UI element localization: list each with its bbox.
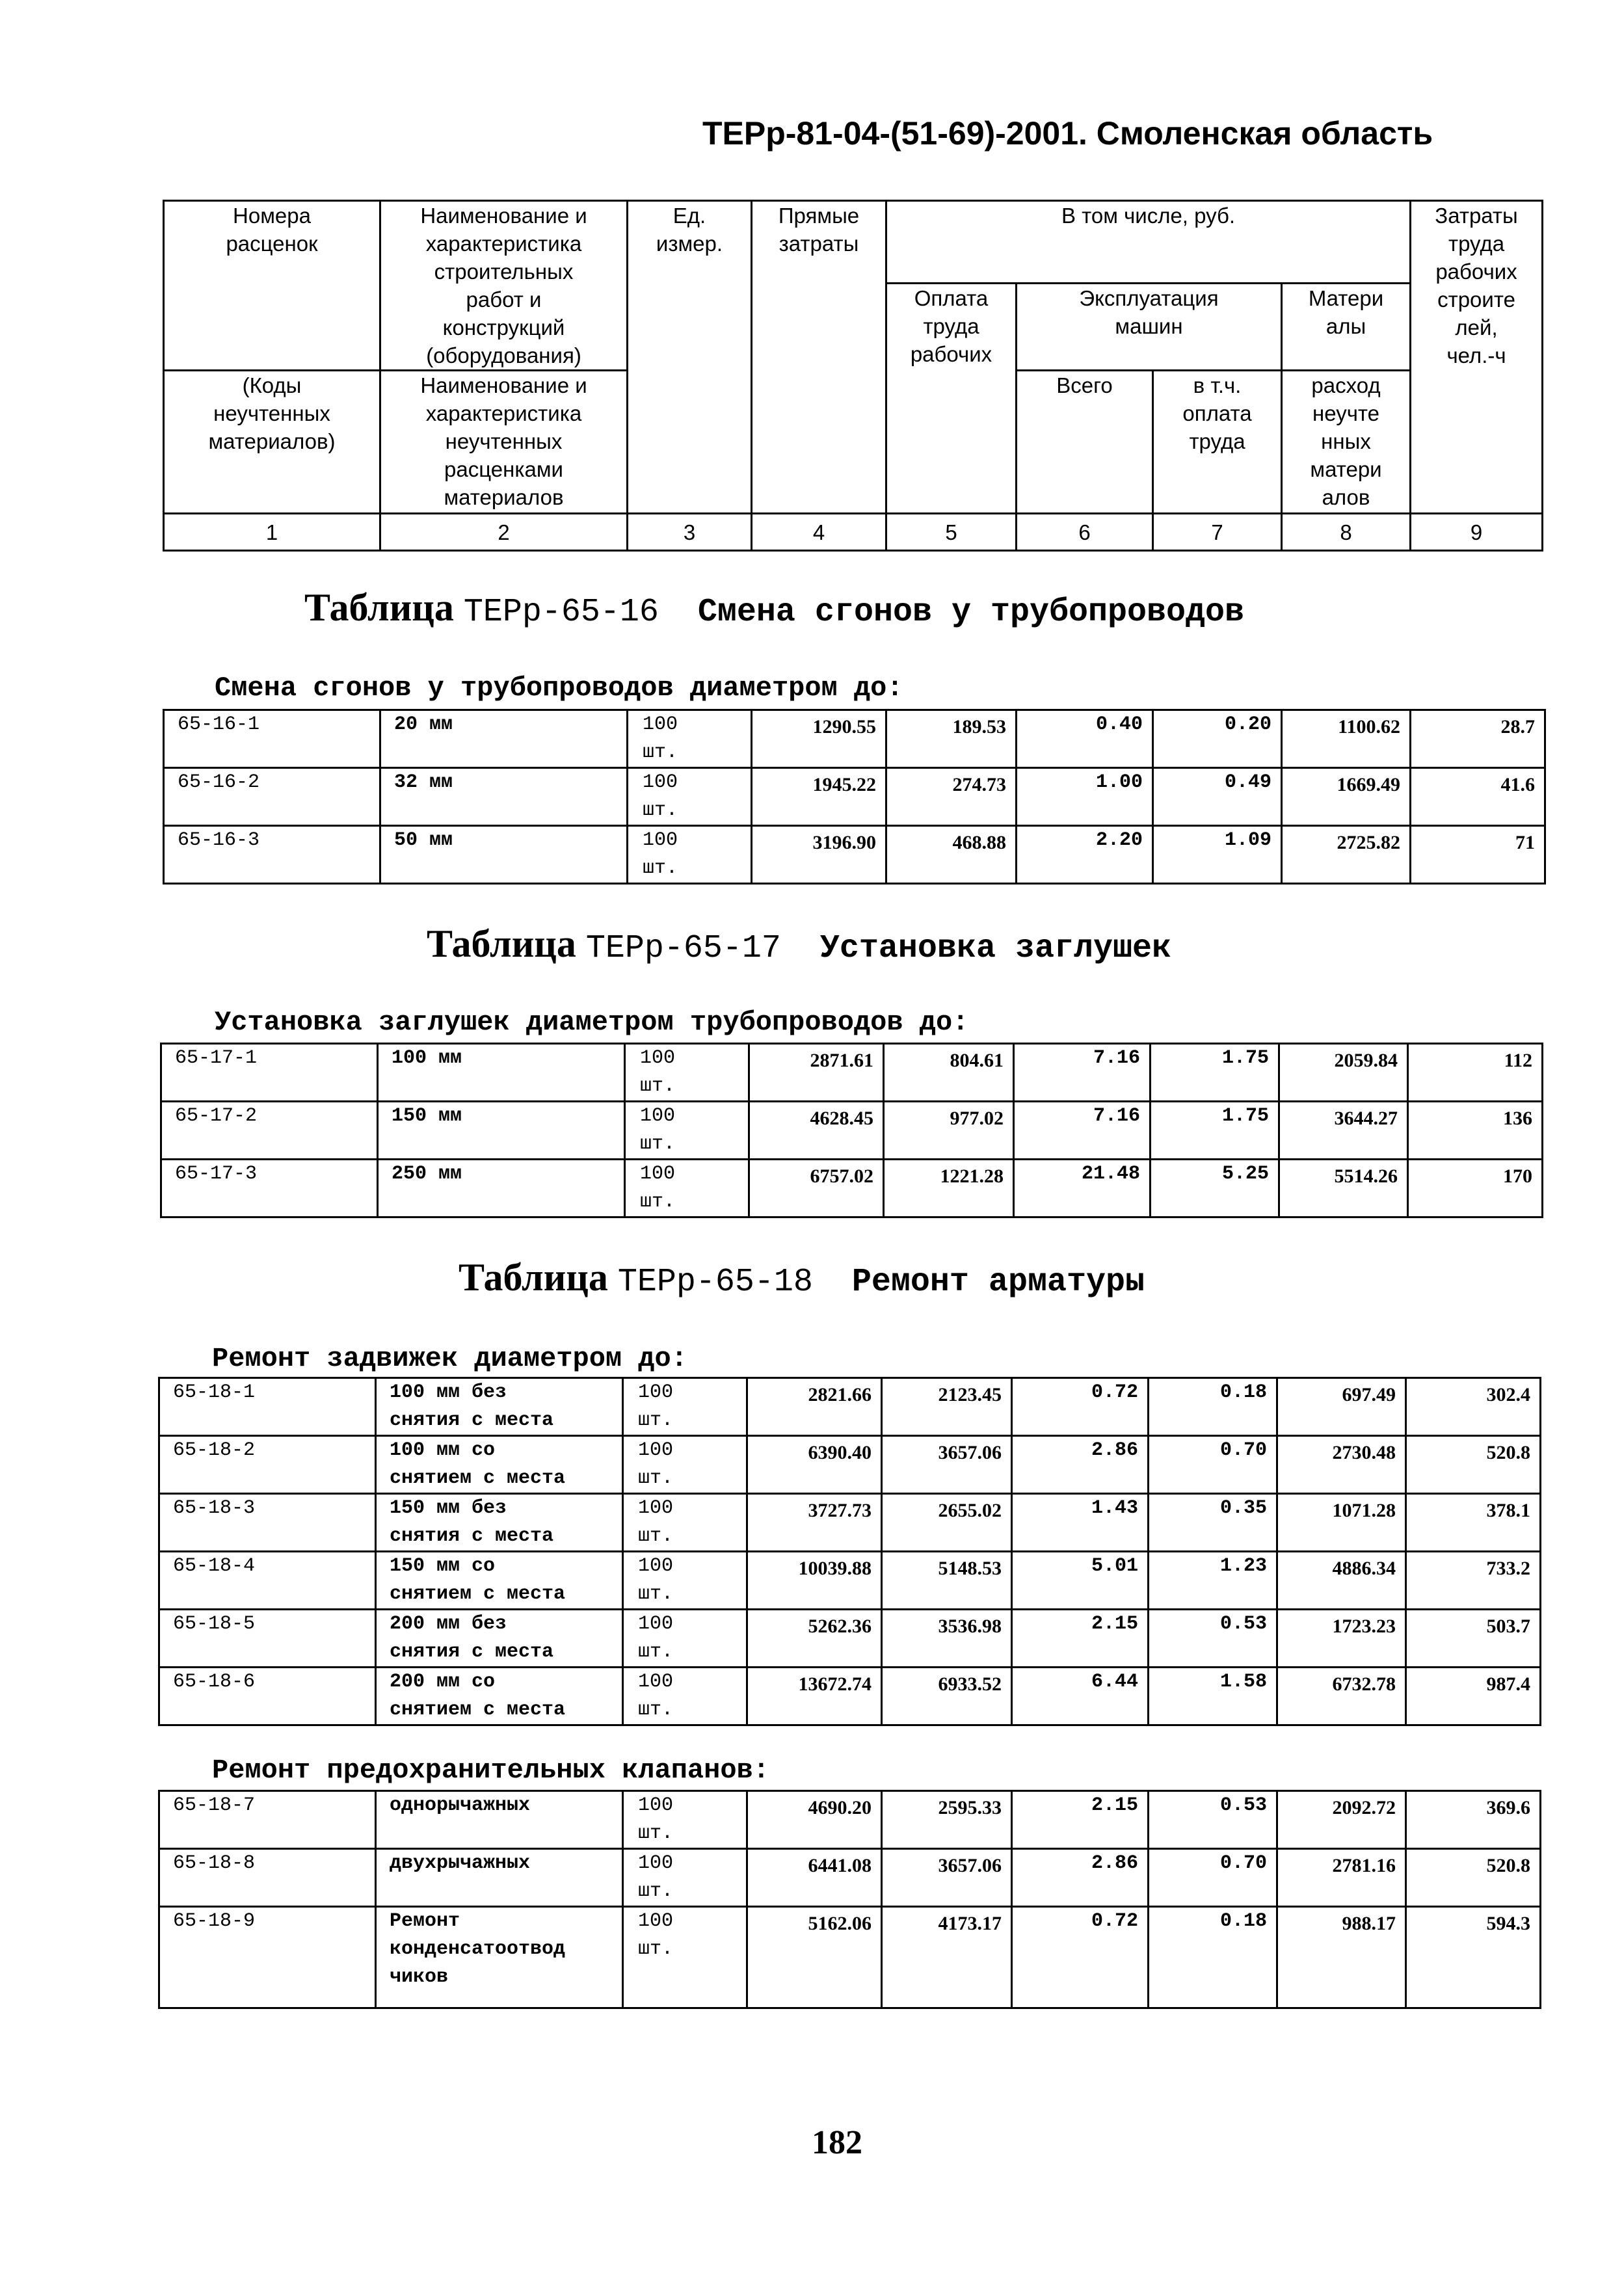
materials: 3644.27 xyxy=(1279,1102,1408,1160)
table-title-prefix: Таблица xyxy=(459,1256,618,1299)
labor-hours: 987.4 xyxy=(1406,1668,1541,1725)
labor-hours: 41.6 xyxy=(1411,768,1545,826)
labor-hours: 378.1 xyxy=(1406,1494,1541,1552)
unit-of-measure: 100 шт. xyxy=(625,1102,749,1160)
work-name: 50 мм xyxy=(380,826,628,884)
unit-of-measure: 100 шт. xyxy=(628,768,752,826)
machines-labor: 1.75 xyxy=(1151,1102,1279,1160)
page-number: 182 xyxy=(812,2124,862,2161)
direct-costs: 4628.45 xyxy=(749,1102,884,1160)
labor-pay: 2595.33 xyxy=(882,1791,1012,1849)
unit-of-measure: 100 шт. xyxy=(625,1044,749,1102)
materials: 2092.72 xyxy=(1277,1791,1406,1849)
work-name: 150 мм со снятием с места xyxy=(376,1552,623,1610)
table-row xyxy=(159,1494,1541,1552)
table-row xyxy=(159,1436,1541,1494)
rate-code: 65-18-6 xyxy=(159,1668,376,1725)
machines-labor: 1.58 xyxy=(1149,1668,1277,1725)
rate-code: 65-17-1 xyxy=(161,1044,378,1102)
materials: 2781.16 xyxy=(1277,1849,1406,1907)
materials: 6732.78 xyxy=(1277,1668,1406,1725)
labor-hours: 28.7 xyxy=(1411,710,1545,768)
direct-costs: 1290.55 xyxy=(752,710,886,768)
col-number: 3 xyxy=(628,514,752,551)
table-row xyxy=(164,768,1545,826)
machines-labor: 0.53 xyxy=(1149,1610,1277,1668)
unit-of-measure: 100 шт. xyxy=(625,1160,749,1217)
materials: 988.17 xyxy=(1277,1907,1406,2008)
table-title-prefix: Таблица xyxy=(427,922,586,965)
table-row xyxy=(159,1378,1541,1436)
rate-code: 65-18-4 xyxy=(159,1552,376,1610)
unit-of-measure: 100 шт. xyxy=(623,1378,747,1436)
rate-code: 65-18-1 xyxy=(159,1378,376,1436)
machines-total: 2.15 xyxy=(1012,1791,1149,1849)
direct-costs: 6390.40 xyxy=(747,1436,882,1494)
rate-code: 65-18-8 xyxy=(159,1849,376,1907)
col-group-header: В том числе, руб. xyxy=(1061,204,1236,228)
rate-code: 65-16-3 xyxy=(164,826,380,884)
materials: 2725.82 xyxy=(1282,826,1411,884)
direct-costs: 1945.22 xyxy=(752,768,886,826)
col-materials-subheader: расход неучте нных матери алов xyxy=(1310,373,1382,509)
machines-total: 7.16 xyxy=(1014,1044,1151,1102)
unit-of-measure: 100 шт. xyxy=(623,1494,747,1552)
col-labor-pay-header: Оплата труда рабочих xyxy=(910,286,992,366)
machines-labor: 0.20 xyxy=(1153,710,1282,768)
labor-pay: 189.53 xyxy=(886,710,1017,768)
materials: 2059.84 xyxy=(1279,1044,1408,1102)
work-name: 100 мм xyxy=(378,1044,625,1102)
materials: 697.49 xyxy=(1277,1378,1406,1436)
labor-pay: 1221.28 xyxy=(884,1160,1014,1217)
table-title-code: ТЕРр-65-16 xyxy=(463,594,659,631)
direct-costs: 4690.20 xyxy=(747,1791,882,1849)
machines-total: 0.40 xyxy=(1017,710,1153,768)
direct-costs: 2871.61 xyxy=(749,1044,884,1102)
work-name: 250 мм xyxy=(378,1160,625,1217)
col-materials-header: Матери алы xyxy=(1308,286,1384,338)
labor-pay: 274.73 xyxy=(886,768,1017,826)
labor-pay: 3536.98 xyxy=(882,1610,1012,1668)
machines-labor: 5.25 xyxy=(1151,1160,1279,1217)
col-codes-header: Номера расценок xyxy=(226,204,318,256)
work-name: 100 мм со снятием с места xyxy=(376,1436,623,1494)
labor-hours: 503.7 xyxy=(1406,1610,1541,1668)
table-row xyxy=(159,1849,1541,1907)
machines-labor: 1.23 xyxy=(1149,1552,1277,1610)
machines-labor: 0.18 xyxy=(1149,1378,1277,1436)
work-name: 20 мм xyxy=(380,710,628,768)
table-row xyxy=(161,1044,1543,1102)
labor-pay: 3657.06 xyxy=(882,1436,1012,1494)
materials: 5514.26 xyxy=(1279,1160,1408,1217)
table-title-desc: Установка заглушек xyxy=(819,930,1171,967)
materials: 2730.48 xyxy=(1277,1436,1406,1494)
work-name: 150 мм без снятия с места xyxy=(376,1494,623,1552)
unit-of-measure: 100 шт. xyxy=(623,1552,747,1610)
unit-of-measure: 100 шт. xyxy=(623,1610,747,1668)
machines-labor: 0.53 xyxy=(1149,1791,1277,1849)
column-header-table xyxy=(163,200,1543,552)
rates-table xyxy=(158,1790,1541,2009)
work-name: 200 мм без снятия с места xyxy=(376,1610,623,1668)
direct-costs: 3196.90 xyxy=(752,826,886,884)
col-number: 1 xyxy=(164,514,380,551)
machines-labor: 1.09 xyxy=(1153,826,1282,884)
machines-total: 5.01 xyxy=(1012,1552,1149,1610)
labor-pay: 6933.52 xyxy=(882,1668,1012,1725)
materials: 1669.49 xyxy=(1282,768,1411,826)
unit-of-measure: 100 шт. xyxy=(623,1849,747,1907)
section-subtitle: Смена сгонов у трубопроводов диаметром до: xyxy=(215,672,903,704)
work-name: 32 мм xyxy=(380,768,628,826)
col-unit-header: Ед. измер. xyxy=(656,204,723,256)
machines-total: 21.48 xyxy=(1014,1160,1151,1217)
direct-costs: 5162.06 xyxy=(747,1907,882,2008)
machines-total: 7.16 xyxy=(1014,1102,1151,1160)
table-row xyxy=(159,1907,1541,2008)
machines-total: 2.86 xyxy=(1012,1436,1149,1494)
machines-total: 1.43 xyxy=(1012,1494,1149,1552)
table-row xyxy=(164,710,1545,768)
table-row xyxy=(159,1610,1541,1668)
col-direct-costs-header: Прямые затраты xyxy=(778,204,860,256)
direct-costs: 6757.02 xyxy=(749,1160,884,1217)
labor-pay: 2123.45 xyxy=(882,1378,1012,1436)
machines-total: 1.00 xyxy=(1017,768,1153,826)
machines-labor: 0.49 xyxy=(1153,768,1282,826)
table-title-code: ТЕРр-65-18 xyxy=(617,1264,813,1301)
labor-hours: 520.8 xyxy=(1406,1436,1541,1494)
direct-costs: 13672.74 xyxy=(747,1668,882,1725)
direct-costs: 10039.88 xyxy=(747,1552,882,1610)
col-number: 8 xyxy=(1282,514,1411,551)
rate-code: 65-18-3 xyxy=(159,1494,376,1552)
machines-labor: 0.18 xyxy=(1149,1907,1277,2008)
labor-pay: 2655.02 xyxy=(882,1494,1012,1552)
machines-total: 0.72 xyxy=(1012,1907,1149,2008)
col-machines-total-header: Всего xyxy=(1056,373,1113,397)
rate-code: 65-16-1 xyxy=(164,710,380,768)
col-number: 9 xyxy=(1411,514,1543,551)
running-title: ТЕРр-81-04-(51-69)-2001. Смоленская область xyxy=(702,115,1433,152)
work-name: двухрычажных xyxy=(376,1849,623,1907)
machines-total: 2.86 xyxy=(1012,1849,1149,1907)
unit-of-measure: 100 шт. xyxy=(628,710,752,768)
work-name: 100 мм без снятия с места xyxy=(376,1378,623,1436)
labor-hours: 71 xyxy=(1411,826,1545,884)
col-codes-subheader: (Коды неучтенных материалов) xyxy=(208,373,336,453)
rate-code: 65-18-5 xyxy=(159,1610,376,1668)
rates-table xyxy=(163,709,1546,885)
machines-total: 0.72 xyxy=(1012,1378,1149,1436)
work-name: 150 мм xyxy=(378,1102,625,1160)
work-name: однорычажных xyxy=(376,1791,623,1849)
work-name: Ремонт конденсатоотвод чиков xyxy=(376,1907,623,2008)
section-subtitle: Ремонт задвижек диаметром до: xyxy=(212,1343,687,1374)
rates-table xyxy=(158,1377,1541,1726)
materials: 4886.34 xyxy=(1277,1552,1406,1610)
col-labor-hours-header: Затраты труда рабочих строите лей, чел.-ч xyxy=(1435,204,1518,367)
labor-hours: 594.3 xyxy=(1406,1907,1541,2008)
machines-labor: 0.70 xyxy=(1149,1436,1277,1494)
direct-costs: 6441.08 xyxy=(747,1849,882,1907)
rate-code: 65-17-2 xyxy=(161,1102,378,1160)
table-title xyxy=(304,585,1244,631)
labor-hours: 520.8 xyxy=(1406,1849,1541,1907)
table-row xyxy=(159,1791,1541,1849)
rate-code: 65-18-9 xyxy=(159,1907,376,2008)
table-row xyxy=(159,1552,1541,1610)
rate-code: 65-18-2 xyxy=(159,1436,376,1494)
labor-hours: 136 xyxy=(1408,1102,1543,1160)
unit-of-measure: 100 шт. xyxy=(623,1791,747,1849)
labor-hours: 112 xyxy=(1408,1044,1543,1102)
unit-of-measure: 100 шт. xyxy=(628,826,752,884)
materials: 1100.62 xyxy=(1282,710,1411,768)
col-number: 7 xyxy=(1153,514,1282,551)
labor-pay: 804.61 xyxy=(884,1044,1014,1102)
col-machines-labor-header: в т.ч. оплата труда xyxy=(1182,373,1252,453)
machines-total: 6.44 xyxy=(1012,1668,1149,1725)
direct-costs: 3727.73 xyxy=(747,1494,882,1552)
col-number: 5 xyxy=(886,514,1017,551)
work-name: 200 мм со снятием с места xyxy=(376,1668,623,1725)
section-subtitle: Ремонт предохранительных клапанов: xyxy=(212,1755,769,1786)
machines-labor: 0.35 xyxy=(1149,1494,1277,1552)
table-row xyxy=(164,826,1545,884)
machines-labor: 1.75 xyxy=(1151,1044,1279,1102)
col-name-subheader: Наименование и характеристика неучтенных расценками материалов xyxy=(420,373,587,509)
materials: 1723.23 xyxy=(1277,1610,1406,1668)
labor-hours: 170 xyxy=(1408,1160,1543,1217)
col-number: 6 xyxy=(1017,514,1153,551)
table-row xyxy=(161,1102,1543,1160)
direct-costs: 5262.36 xyxy=(747,1610,882,1668)
labor-pay: 4173.17 xyxy=(882,1907,1012,2008)
unit-of-measure: 100 шт. xyxy=(623,1668,747,1725)
rates-table xyxy=(160,1043,1543,1218)
table-title-prefix: Таблица xyxy=(304,586,464,629)
table-title-desc: Ремонт арматуры xyxy=(851,1264,1145,1301)
rate-code: 65-17-3 xyxy=(161,1160,378,1217)
table-row xyxy=(159,1668,1541,1725)
labor-pay: 977.02 xyxy=(884,1102,1014,1160)
col-number: 2 xyxy=(380,514,628,551)
table-title xyxy=(427,922,1171,967)
labor-hours: 302.4 xyxy=(1406,1378,1541,1436)
rate-code: 65-16-2 xyxy=(164,768,380,826)
unit-of-measure: 100 шт. xyxy=(623,1436,747,1494)
materials: 1071.28 xyxy=(1277,1494,1406,1552)
col-number: 4 xyxy=(752,514,886,551)
labor-pay: 468.88 xyxy=(886,826,1017,884)
labor-hours: 733.2 xyxy=(1406,1552,1541,1610)
machines-labor: 0.70 xyxy=(1149,1849,1277,1907)
table-row xyxy=(161,1160,1543,1217)
machines-total: 2.15 xyxy=(1012,1610,1149,1668)
table-title-code: ТЕРр-65-17 xyxy=(585,930,781,967)
labor-hours: 369.6 xyxy=(1406,1791,1541,1849)
table-title xyxy=(459,1255,1145,1301)
table-title-desc: Смена сгонов у трубопроводов xyxy=(697,594,1245,631)
rate-code: 65-18-7 xyxy=(159,1791,376,1849)
machines-total: 2.20 xyxy=(1017,826,1153,884)
labor-pay: 3657.06 xyxy=(882,1849,1012,1907)
direct-costs: 2821.66 xyxy=(747,1378,882,1436)
col-machines-group-header: Эксплуатация машин xyxy=(1079,286,1219,338)
section-subtitle: Установка заглушек диаметром трубопроводов до: xyxy=(215,1007,969,1038)
col-name-header: Наименование и характеристика строительных работ и конструкций (оборудования) xyxy=(420,204,587,367)
unit-of-measure: 100 шт. xyxy=(623,1907,747,2008)
labor-pay: 5148.53 xyxy=(882,1552,1012,1610)
